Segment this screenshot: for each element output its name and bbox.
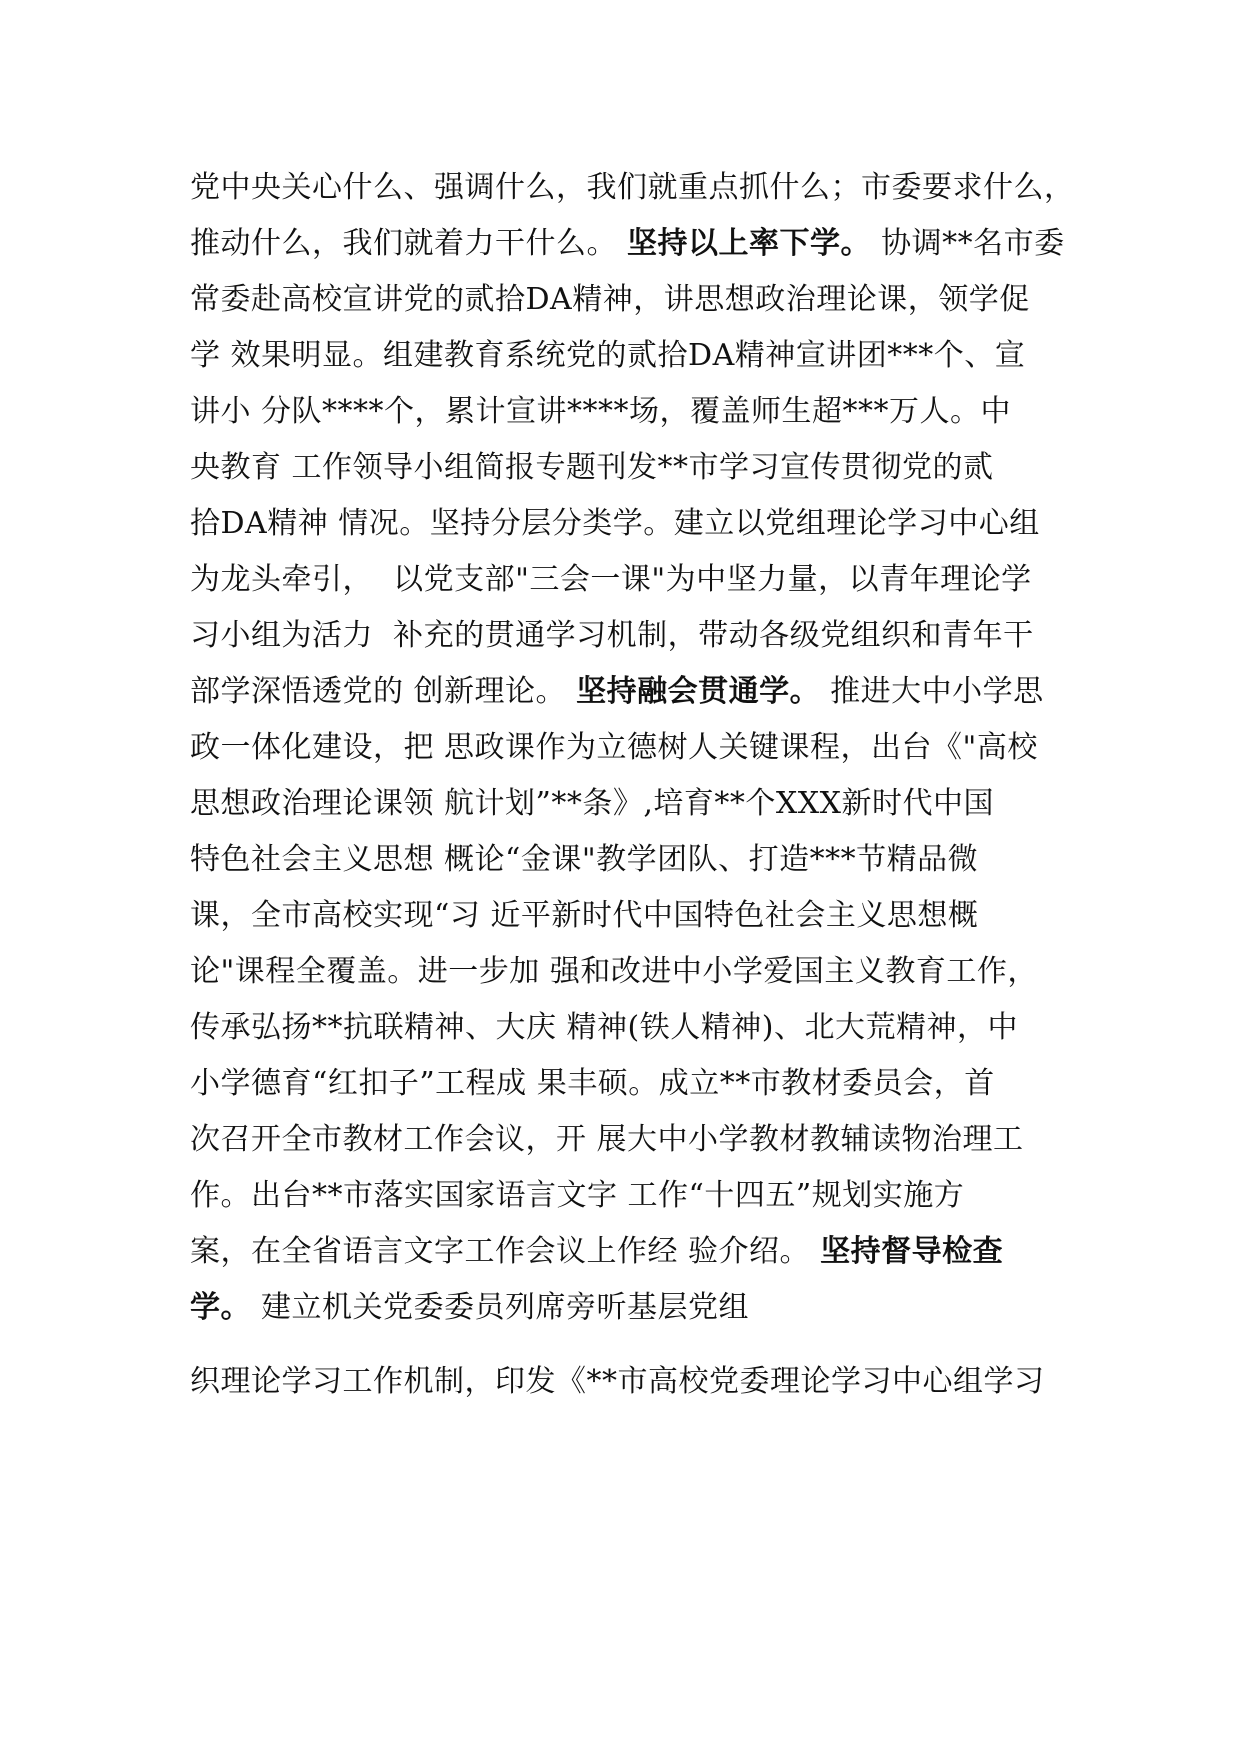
paragraph-text: 论"课程全覆盖。进一步加 强和改进中小学爱国主义教育工作， [190,954,1038,989]
paragraph-text: 小学德育“红扣子”工程成 果丰硕。成立**市教材委员会，首 [190,1066,995,1101]
text-line [190,328,1080,384]
text-line [190,1354,1080,1410]
text-line [190,1056,1080,1112]
text-line [190,1280,1080,1336]
paragraph-text: 次召开全市教材工作会议，开 展大中小学教材教辅读物治理工 [190,1122,1024,1157]
text-line [190,1224,1080,1280]
paragraph-text: 讲小 分队****个，累计宣讲****场，覆盖师生超***万人。中 [190,394,1012,429]
paragraph-text: 部学深悟透党的 创新理论。 [190,674,577,709]
text-line [190,720,1080,776]
paragraph-text: 织理论学习工作机制，印发《**市高校党委理论学习中心组学习 [190,1364,1045,1399]
text-line [190,384,1080,440]
paragraph-text: 协调**名市委 [871,226,1065,261]
text-line [190,552,1080,608]
paragraph-text: 案，在全省语言文字工作会议上作经 验介绍。 [190,1234,821,1269]
text-line [190,944,1080,1000]
paragraph-text: 政一体化建设，把 思政课作为立德树人关键课程，出台《"高校 [190,730,1038,765]
paragraph-text: 学 效果明显。组建教育系统党的贰拾DA精神宣讲团***个、宣 [190,338,1026,373]
bold-heading-text: 坚持督导检查 [820,1234,1004,1269]
paragraph-text: 课，全市高校实现“习 近平新时代中国特色社会主义思想概 [190,898,979,933]
text-line [190,440,1080,496]
text-line [190,1112,1080,1168]
text-line [190,160,1080,216]
paragraph-text: 建立机关党委委员列席旁听基层党组 [251,1290,750,1325]
paragraph-text: 作。出台**市落实国家语言文字 工作“十四五”规划实施方 [190,1178,965,1213]
paragraph-text: 特色社会主义思想 概论“金课"教学团队、打造***节精品微 [190,842,979,877]
text-line [190,608,1080,664]
text-line [190,888,1080,944]
paragraph-text: 推动什么，我们就着力干什么。 [190,226,628,261]
paragraph-text: 思想政治理论课领 航计划”**条》,培育**个XXX新时代中国 [190,786,994,821]
bold-heading-text: 坚持融会贯通学。 [576,674,821,709]
paragraph-text: 为龙头牵引， 以党支部"三会一课"为中坚力量，以青年理论学 [190,562,1032,597]
bold-heading-text: 坚持以上率下学。 [627,226,872,261]
text-line [190,1168,1080,1224]
text-line [190,664,1080,720]
text-line [190,1000,1080,1056]
text-line [190,216,1080,272]
paragraph-text: 推进大中小学思 [820,674,1044,709]
text-line [190,832,1080,888]
paragraph-text: 党中央关心什么、强调什么，我们就重点抓什么；市委要求什么， [190,170,1075,205]
bold-heading-text: 学。 [190,1290,251,1325]
paragraph-text: 常委赴高校宣讲党的贰拾DA精神，讲思想政治理论课，领学促 [190,282,1030,317]
body-text [190,160,1080,1410]
text-line [190,496,1080,552]
text-line [190,272,1080,328]
text-line [190,776,1080,832]
paragraph-text: 传承弘扬**抗联精神、大庆 精神(铁人精神)、北大荒精神，中 [190,1010,1018,1045]
paragraph-text: 央教育 工作领导小组简报专题刊发**市学习宣传贯彻党的贰 [190,450,994,485]
paragraph-text: 拾DA精神 情况。坚持分层分类学。建立以党组理论学习中心组 [190,506,1040,541]
paragraph-text: 习小组为活力 补充的贯通学习机制，带动各级党组织和青年干 [190,618,1034,653]
